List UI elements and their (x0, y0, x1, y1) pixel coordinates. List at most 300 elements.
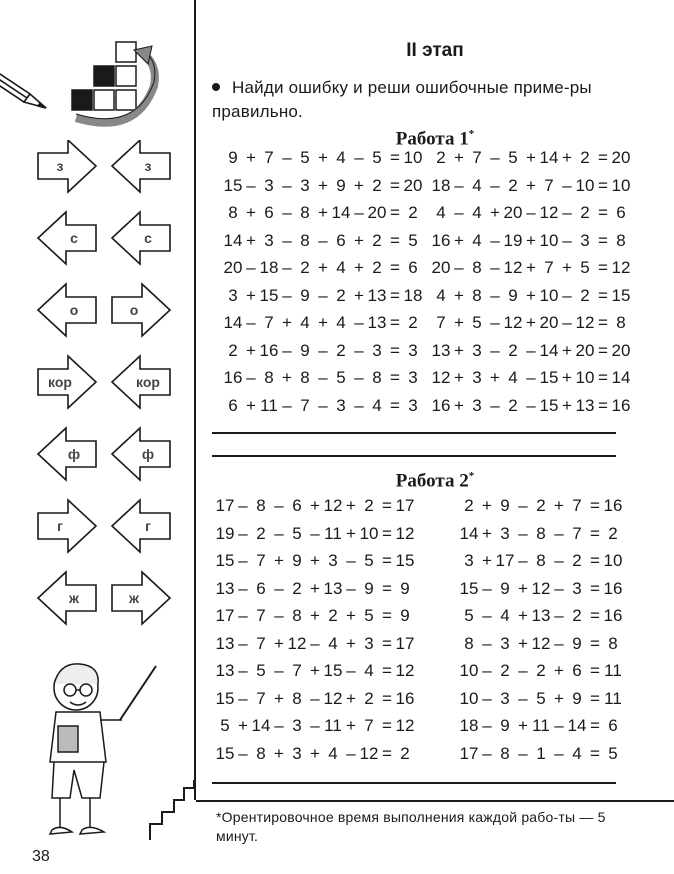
equation-sign: – (482, 661, 492, 680)
equation-number: 17 (395, 496, 415, 515)
equation-number: 17 (459, 743, 479, 763)
equation-sign: – (518, 523, 528, 543)
equation-number: 18 (431, 175, 451, 195)
equation-number: 3 (408, 340, 418, 360)
equation-row (214, 547, 416, 575)
equation-row (222, 199, 424, 227)
equation-number: 4 (300, 313, 310, 332)
equation-number: 16 (223, 368, 243, 387)
arrow-left-icon (38, 212, 96, 264)
equation-number: 13 (575, 395, 595, 415)
equation-number: 15 (215, 688, 235, 708)
equation-sign: – (490, 285, 500, 305)
arrow-right-icon (38, 140, 96, 192)
equation-sign: – (554, 633, 564, 653)
equation-sign: – (354, 395, 364, 415)
equation-number: 2 (580, 148, 590, 167)
equation-number: 8 (372, 368, 382, 387)
equation-number: 9 (292, 551, 302, 570)
equation-number: 7 (544, 175, 554, 195)
equation-sign: = (590, 551, 600, 570)
equation-sign: – (274, 606, 284, 625)
equation-number: 12 (503, 258, 523, 277)
equation-number: 8 (228, 203, 238, 222)
equation-number: 9 (364, 578, 374, 598)
pencil-icon (0, 56, 60, 126)
equation-number: 4 (472, 230, 482, 250)
equation-number: 13 (215, 578, 235, 598)
equation-sign: + (562, 395, 572, 415)
equation-row (430, 172, 632, 200)
equation-sign: – (310, 523, 320, 543)
equation-number: 8 (292, 688, 302, 708)
equation-sign: + (526, 313, 536, 332)
equation-sign: – (282, 395, 292, 415)
equation-row (422, 492, 624, 520)
equation-sign: + (490, 368, 500, 387)
equation-sign: + (310, 551, 320, 570)
equation-number: 20 (367, 203, 387, 222)
equation-row (222, 337, 424, 365)
equation-sign: + (554, 661, 564, 680)
equation-sign: = (390, 148, 400, 167)
equation-sign: = (590, 688, 600, 708)
equation-row (222, 392, 424, 420)
equation-number: 7 (436, 313, 446, 332)
equation-number: 12 (395, 523, 415, 543)
equation-row (222, 364, 424, 392)
equation-sign: + (354, 230, 364, 250)
equation-number: 2 (300, 258, 310, 277)
equation-sign: – (562, 313, 572, 332)
arrow-letter: кор (136, 374, 160, 390)
equation-number: 2 (364, 688, 374, 708)
equation-sign: – (282, 148, 292, 167)
equation-row (214, 740, 416, 768)
equation-number: 12 (287, 633, 307, 653)
equation-number: 8 (256, 496, 266, 515)
equation-sign: = (390, 340, 400, 360)
equation-row (422, 547, 624, 575)
equation-number: 10 (611, 175, 631, 195)
equation-sign: – (238, 743, 248, 763)
equation-sign: + (554, 496, 564, 515)
equation-number: 20 (575, 340, 595, 360)
equation-sign: = (390, 368, 400, 387)
equation-number: 9 (500, 578, 510, 598)
equation-number: 5 (336, 368, 346, 387)
equation-sign: – (310, 688, 320, 708)
arrow-letter: кор (48, 374, 72, 390)
equation-number: 7 (572, 523, 582, 543)
equation-number: 2 (336, 285, 346, 305)
equation-number: 11 (260, 395, 278, 415)
equation-sign: = (590, 633, 600, 653)
equation-number: 16 (603, 496, 623, 515)
equation-sign: = (590, 523, 600, 543)
equation-number: 11 (324, 523, 342, 543)
equation-number: 17 (215, 606, 235, 625)
equation-number: 14 (567, 716, 587, 735)
equation-row (430, 199, 632, 227)
equation-sign: – (454, 203, 464, 222)
work2-title-text: Работа 2 (395, 470, 469, 492)
arrow-right-icon (112, 572, 170, 624)
equation-number: 3 (408, 395, 418, 415)
equation-number: 4 (372, 395, 382, 415)
equation-sign: – (282, 285, 292, 305)
equation-number: 8 (616, 313, 626, 332)
bottom-divider (196, 800, 674, 802)
equation-number: 18 (259, 258, 279, 277)
equation-sign: = (590, 716, 600, 735)
equation-number: 19 (215, 523, 235, 543)
equation-sign: = (382, 743, 392, 763)
equation-sign: – (246, 175, 256, 195)
equation-number: 3 (300, 175, 310, 195)
arrow-letter: г (145, 518, 151, 534)
equation-number: 15 (459, 578, 479, 598)
equation-sign: + (246, 148, 256, 167)
equation-sign: + (562, 258, 572, 277)
equation-sign: – (274, 496, 284, 515)
equation-sign: + (354, 285, 364, 305)
equation-sign: + (318, 203, 328, 222)
equation-number: 2 (536, 496, 546, 515)
equation-sign: – (554, 743, 564, 763)
equation-sign: = (382, 606, 392, 625)
equation-number: 9 (572, 688, 582, 708)
equation-number: 20 (223, 258, 243, 277)
equation-sign: = (382, 496, 392, 515)
equation-sign: = (590, 661, 600, 680)
equation-row (430, 282, 632, 310)
equation-number: 4 (472, 175, 482, 195)
page-number: 38 (32, 848, 50, 865)
equation-sign: – (518, 551, 528, 570)
equation-number: 10 (539, 230, 559, 250)
equation-sign: – (526, 203, 536, 222)
equation-sign: + (310, 743, 320, 763)
equation-row (222, 172, 424, 200)
equation-number: 14 (539, 340, 559, 360)
equation-number: 7 (256, 606, 266, 625)
equation-sign: + (354, 258, 364, 277)
equation-sign: = (598, 285, 608, 305)
equation-sign: + (274, 743, 284, 763)
equation-sign: – (246, 313, 256, 332)
arrow-letter: ж (129, 590, 139, 606)
equation-sign: – (318, 230, 328, 250)
equation-number: 8 (292, 606, 302, 625)
equation-number: 15 (539, 395, 559, 415)
equation-row (430, 254, 632, 282)
equation-number: 10 (359, 523, 379, 543)
equation-sign: + (454, 285, 464, 305)
equation-number: 5 (220, 716, 230, 735)
stairs-decoration (0, 780, 196, 840)
equation-number: 15 (223, 175, 243, 195)
equation-number: 20 (503, 203, 523, 222)
equation-sign: = (382, 688, 392, 708)
equation-sign: – (490, 230, 500, 250)
equation-sign: = (598, 175, 608, 195)
equation-number: 3 (408, 368, 418, 387)
equation-sign: – (482, 633, 492, 653)
equation-sign: – (318, 340, 328, 360)
equation-sign: + (354, 175, 364, 195)
equation-number: 5 (536, 688, 546, 708)
equation-sign: = (590, 606, 600, 625)
equation-number: 7 (472, 148, 482, 167)
equation-sign: – (526, 368, 536, 387)
equation-sign: – (562, 203, 572, 222)
task-text: Найди ошибку и реши ошибочные приме-ры правильно. (212, 78, 592, 121)
equation-number: 16 (431, 230, 451, 250)
arrow-left-icon (38, 572, 96, 624)
equation-sign: + (482, 551, 492, 570)
equation-sign: + (246, 395, 256, 415)
arrow-letter: с (70, 230, 78, 246)
equation-number: 6 (608, 716, 618, 735)
equation-number: 13 (431, 340, 451, 360)
equation-number: 10 (603, 551, 623, 570)
equation-sign: – (354, 368, 364, 387)
equation-row (222, 309, 424, 337)
stage-title: II этап (406, 40, 464, 61)
equation-number: 12 (503, 313, 523, 332)
equation-sign: = (390, 175, 400, 195)
equation-sign: – (490, 148, 500, 167)
equation-sign: – (238, 688, 248, 708)
equation-number: 16 (611, 395, 631, 415)
equation-sign: = (382, 716, 392, 735)
equation-number: 3 (336, 395, 346, 415)
equation-sign: = (598, 203, 608, 222)
equation-sign: – (318, 368, 328, 387)
equation-sign: – (274, 523, 284, 543)
equation-sign: = (598, 230, 608, 250)
equation-number: 12 (431, 368, 451, 387)
equation-number: 3 (472, 340, 482, 360)
equation-number: 8 (300, 230, 310, 250)
footnote: *Орентировочное время выполнения каждой рабо-ты — 5 минут. (216, 809, 606, 844)
equation-sign: = (382, 661, 392, 680)
equation-sign: – (482, 743, 492, 763)
equation-sign: + (346, 606, 356, 625)
equation-number: 2 (336, 340, 346, 360)
equation-sign: = (598, 148, 608, 167)
equation-sign: – (490, 175, 500, 195)
arrow-letter: з (144, 158, 152, 174)
equation-sign: + (490, 203, 500, 222)
equation-row (222, 282, 424, 310)
equation-sign: – (310, 633, 320, 653)
equation-number: 2 (408, 313, 418, 332)
equation-sign: + (482, 523, 492, 543)
equation-sign: = (390, 230, 400, 250)
equation-number: 9 (500, 716, 510, 735)
equation-sign: – (282, 175, 292, 195)
equation-number: 15 (539, 368, 559, 387)
equation-row (430, 364, 632, 392)
equation-number: 16 (603, 578, 623, 598)
equation-number: 12 (611, 258, 631, 277)
equation-number: 12 (395, 661, 415, 680)
equation-row (430, 309, 632, 337)
equation-sign: – (238, 523, 248, 543)
equation-number: 8 (608, 633, 618, 653)
equation-number: 15 (259, 285, 279, 305)
arrow-letter: ж (69, 590, 79, 606)
equation-number: 20 (611, 148, 631, 167)
equation-number: 2 (508, 175, 518, 195)
equation-number: 18 (459, 716, 479, 735)
equation-sign: – (318, 395, 328, 415)
equation-sign: – (354, 203, 364, 222)
equation-number: 20 (403, 175, 423, 195)
equation-sign: = (390, 258, 400, 277)
equation-sign: + (562, 340, 572, 360)
equation-number: 8 (300, 368, 310, 387)
equation-number: 5 (508, 148, 518, 167)
arrow-letter: о (69, 302, 79, 318)
equation-sign: – (490, 340, 500, 360)
equation-number: 8 (616, 230, 626, 250)
work1-title-text: Работа 1 (395, 128, 469, 150)
equation-number: 12 (359, 743, 379, 763)
equation-sign: – (482, 716, 492, 735)
equation-number: 2 (372, 175, 382, 195)
equation-number: 16 (431, 395, 451, 415)
equation-number: 5 (464, 606, 474, 625)
work1-footnote-mark: * (468, 128, 475, 140)
equation-sign: – (282, 230, 292, 250)
work2-title (196, 470, 674, 492)
equation-sign: = (590, 496, 600, 515)
equation-number: 6 (256, 578, 266, 598)
equation-sign: + (518, 716, 528, 735)
equation-sign: + (282, 368, 292, 387)
work2-footnote-mark: * (468, 470, 475, 482)
equation-sign: – (554, 523, 564, 543)
equation-sign: – (238, 606, 248, 625)
equation-sign: – (554, 716, 564, 735)
equation-sign: = (598, 258, 608, 277)
equation-number: 8 (536, 523, 546, 543)
equation-number: 5 (408, 230, 418, 250)
arrow-left-icon (112, 500, 170, 552)
equation-number: 12 (531, 633, 551, 653)
equation-number: 14 (223, 313, 243, 332)
equation-sign: – (346, 578, 356, 598)
equation-row (222, 254, 424, 282)
equation-number: 8 (472, 258, 482, 277)
equation-number: 20 (539, 313, 559, 332)
equation-number: 3 (372, 340, 382, 360)
equation-number: 8 (300, 203, 310, 222)
equation-number: 11 (604, 661, 622, 680)
equation-number: 3 (500, 523, 510, 543)
equation-number: 3 (264, 230, 274, 250)
equation-number: 3 (264, 175, 274, 195)
equation-sign: – (274, 716, 284, 735)
equation-number: 5 (292, 523, 302, 543)
equation-sign: = (598, 395, 608, 415)
equation-number: 14 (331, 203, 351, 222)
equation-number: 6 (572, 661, 582, 680)
equation-sign: – (518, 661, 528, 680)
equation-sign: + (282, 313, 292, 332)
equation-sign: – (274, 578, 284, 598)
equation-number: 10 (459, 661, 479, 680)
equation-number: 12 (539, 203, 559, 222)
equation-sign: + (346, 688, 356, 708)
arrow-left-icon (112, 140, 170, 192)
equation-number: 12 (575, 313, 595, 332)
equation-sign: + (246, 203, 256, 222)
equation-sign: + (318, 258, 328, 277)
equation-number: 7 (572, 496, 582, 515)
equation-number: 3 (472, 368, 482, 387)
equation-sign: + (526, 175, 536, 195)
equation-number: 8 (536, 551, 546, 570)
equation-number: 5 (608, 743, 618, 763)
equation-sign: – (238, 661, 248, 680)
equation-number: 15 (323, 661, 343, 680)
equation-number: 3 (364, 633, 374, 653)
equation-sign: + (526, 258, 536, 277)
equation-number: 20 (611, 340, 631, 360)
equation-number: 5 (580, 258, 590, 277)
equation-sign: – (282, 258, 292, 277)
equation-number: 9 (500, 496, 510, 515)
equation-number: 8 (464, 633, 474, 653)
equation-number: 4 (336, 313, 346, 332)
equation-sign: + (246, 340, 256, 360)
equation-number: 3 (328, 551, 338, 570)
equation-number: 2 (408, 203, 418, 222)
equation-number: 3 (292, 716, 302, 735)
equation-sign: + (518, 578, 528, 598)
equation-number: 6 (228, 395, 238, 415)
equation-sign: – (490, 313, 500, 332)
equation-number: 12 (323, 496, 343, 515)
equation-number: 11 (324, 716, 342, 735)
equation-row (214, 492, 416, 520)
equation-row (422, 685, 624, 713)
equation-sign: = (382, 578, 392, 598)
equation-sign: + (274, 688, 284, 708)
equation-number: 6 (408, 258, 418, 277)
equation-row (222, 227, 424, 255)
equation-number: 16 (603, 606, 623, 625)
equation-number: 2 (508, 340, 518, 360)
equation-sign: – (490, 395, 500, 415)
equation-sign: – (482, 578, 492, 598)
equation-row (430, 227, 632, 255)
equation-number: 2 (580, 285, 590, 305)
equation-number: 8 (500, 743, 510, 763)
equation-row (422, 520, 624, 548)
arrow-letter: с (144, 230, 152, 246)
equation-number: 14 (459, 523, 479, 543)
equation-number: 3 (292, 743, 302, 763)
equation-number: 7 (264, 148, 274, 167)
equation-sign: – (238, 496, 248, 515)
vertical-divider (194, 0, 196, 800)
equation-sign: = (390, 313, 400, 332)
